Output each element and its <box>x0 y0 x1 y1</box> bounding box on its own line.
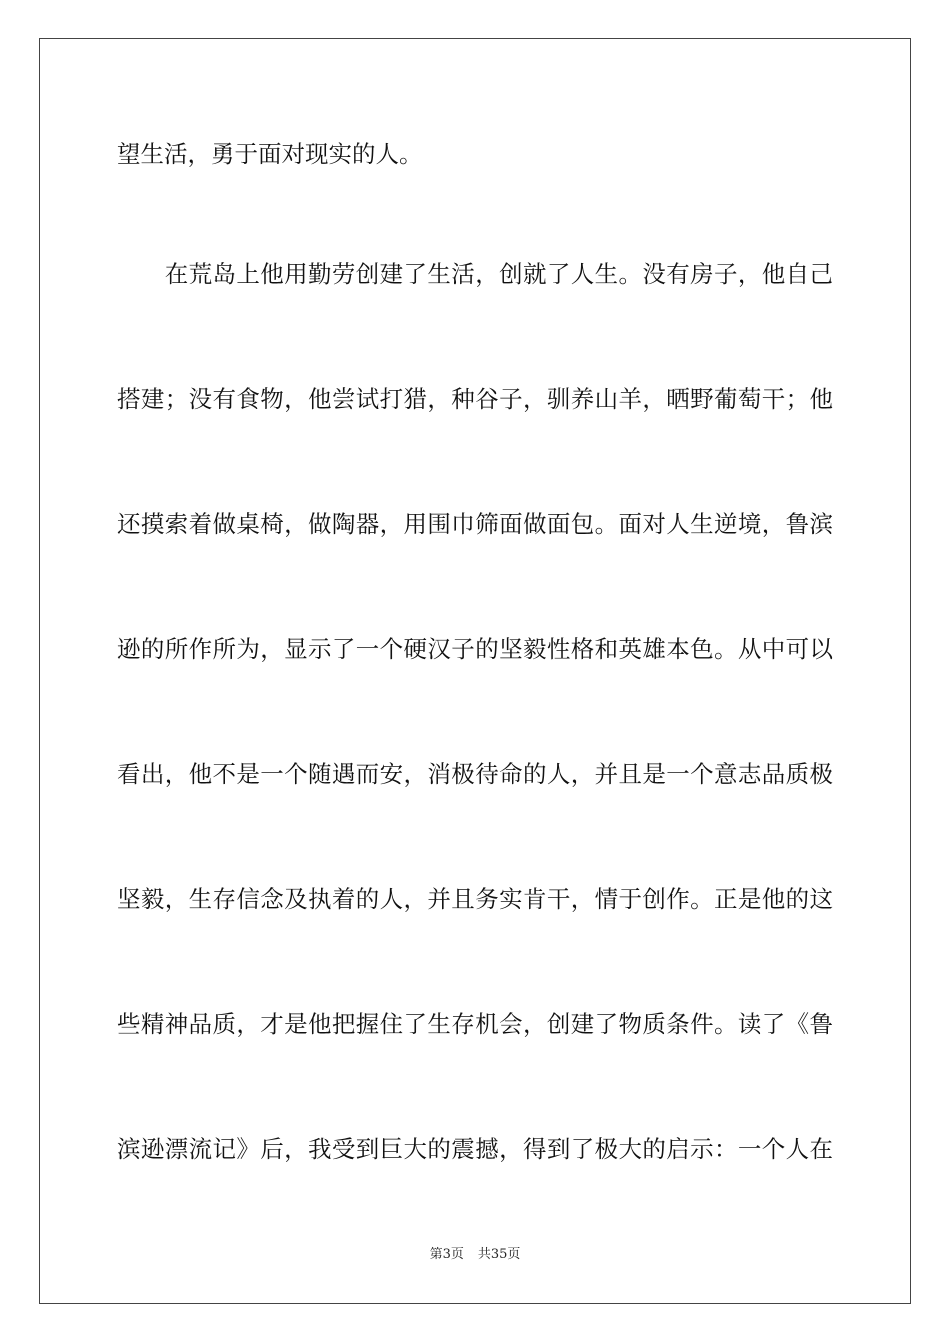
text-line: 搭建；没有食物，他尝试打猎，种谷子，驯养山羊，晒野葡萄干；他 <box>117 385 833 413</box>
text-line: 坚毅，生存信念及执着的人，并且务实肯干，情于创作。正是他的这 <box>117 885 833 913</box>
page-number: 第3页 <box>429 1247 464 1262</box>
text-line: 看出，他不是一个随遇而安，消极待命的人，并且是一个意志品质极 <box>117 760 833 788</box>
page-footer <box>0 1246 950 1264</box>
page-total: 共35页 <box>477 1247 521 1262</box>
text-line: 逊的所作所为，显示了一个硬汉子的坚毅性格和英雄本色。从中可以 <box>117 635 833 663</box>
text-line: 望生活，勇于面对现实的人。 <box>117 140 423 168</box>
text-line: 些精神品质，才是他把握住了生存机会，创建了物质条件。读了《鲁 <box>117 1010 833 1038</box>
text-line: 滨逊漂流记》后，我受到巨大的震撼，得到了极大的启示：一个人在 <box>117 1135 833 1163</box>
page-border <box>39 38 911 1304</box>
paragraph-first-line: 在荒岛上他用勤劳创建了生活，创就了人生。没有房子，他自己 <box>117 260 833 288</box>
text-line: 还摸索着做桌椅，做陶器，用围巾筛面做面包。面对人生逆境，鲁滨 <box>117 510 833 538</box>
